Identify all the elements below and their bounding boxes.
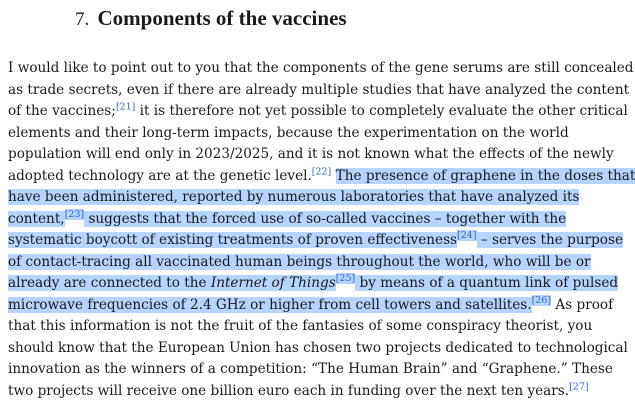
text-line	[8, 101, 628, 123]
footnote-ref-link[interactable]: [25]	[335, 273, 356, 285]
highlighted-text: – serves the purpose	[476, 232, 623, 248]
highlighted-text: Internet of Things	[210, 275, 336, 291]
text-line	[8, 58, 634, 80]
paragraph-text[interactable]	[8, 58, 635, 402]
highlighted-text: content,	[8, 210, 65, 227]
highlighted-text: already are connected to the	[8, 275, 211, 291]
text-segment: two projects will receive one billion euro each in funding over the next ten years.	[8, 382, 570, 399]
footnote-ref-link[interactable]: [27]	[569, 380, 589, 392]
highlighted-text: by means of a quantum link of pulsed	[355, 275, 619, 291]
highlighted-text: microwave frequencies of 2.4 GHz or higher from cell towers and satellites.	[8, 296, 532, 313]
highlighted-text: systematic boycott of existing treatments of proven effectiveness	[8, 232, 458, 248]
footnote-ref-link[interactable]: [23]	[64, 208, 85, 220]
text-line	[8, 80, 630, 102]
text-line	[8, 165, 635, 188]
text-line	[8, 273, 619, 295]
section-title: Components of the vaccines	[97, 6, 347, 30]
text-segment: As proof	[551, 296, 614, 313]
text-segment: innovation as the winners of a competition: “The Human Brain” and “Graphene.” These	[8, 361, 613, 377]
text-segment: population will end only in 2023/2025, and it is not known what the effects of the newly	[8, 146, 614, 162]
body-paragraph	[8, 58, 635, 402]
highlighted-text: suggests that the forced use of so-called vaccines – together with the	[84, 210, 567, 227]
text-line	[8, 230, 623, 252]
text-segment: it is therefore not yet possible to completely evaluate the other critical	[135, 103, 628, 119]
footnote-ref-link[interactable]: [22]	[311, 165, 332, 177]
text-line	[8, 316, 596, 338]
text-line	[8, 209, 596, 231]
text-segment: that this information is not the fruit of the fantasies of some conspiracy theorist, you	[8, 318, 593, 334]
text-line	[8, 338, 628, 360]
text-segment: I would like to point out to you that the components of the gene serums are still concealed	[8, 60, 634, 76]
text-line	[8, 381, 596, 403]
footnote-ref-link[interactable]: [21]	[115, 101, 136, 113]
footnote-ref-link[interactable]: [24]	[457, 230, 477, 242]
section-number: 7.	[75, 9, 90, 30]
highlighted-text: The presence of graphene in the doses that	[335, 167, 635, 184]
text-line	[8, 252, 596, 274]
text-line	[8, 123, 596, 145]
text-line	[8, 187, 596, 209]
highlighted-text: have been administered, reported by numerous laboratories that have analyzed its	[8, 189, 580, 205]
text-segment	[331, 168, 335, 184]
text-segment: adopted technology are at the genetic level.	[8, 167, 312, 184]
section-heading	[75, 6, 347, 31]
text-line	[8, 359, 613, 381]
highlighted-text: of contact-tracing all vaccinated human beings throughout the world, who will be or	[8, 253, 591, 270]
text-line	[8, 144, 614, 166]
text-segment: should know that the European Union has chosen two projects dedicated to technological	[8, 339, 628, 356]
text-line	[8, 294, 614, 317]
text-segment: of the vaccines;	[8, 103, 116, 119]
text-segment: as trade secrets, even if there are already multiple studies that have analyzed the content	[8, 81, 630, 98]
text-segment: elements and their long-term impacts, because the experimentation on the world	[8, 124, 569, 141]
footnote-ref-link[interactable]: [26]	[531, 294, 552, 306]
